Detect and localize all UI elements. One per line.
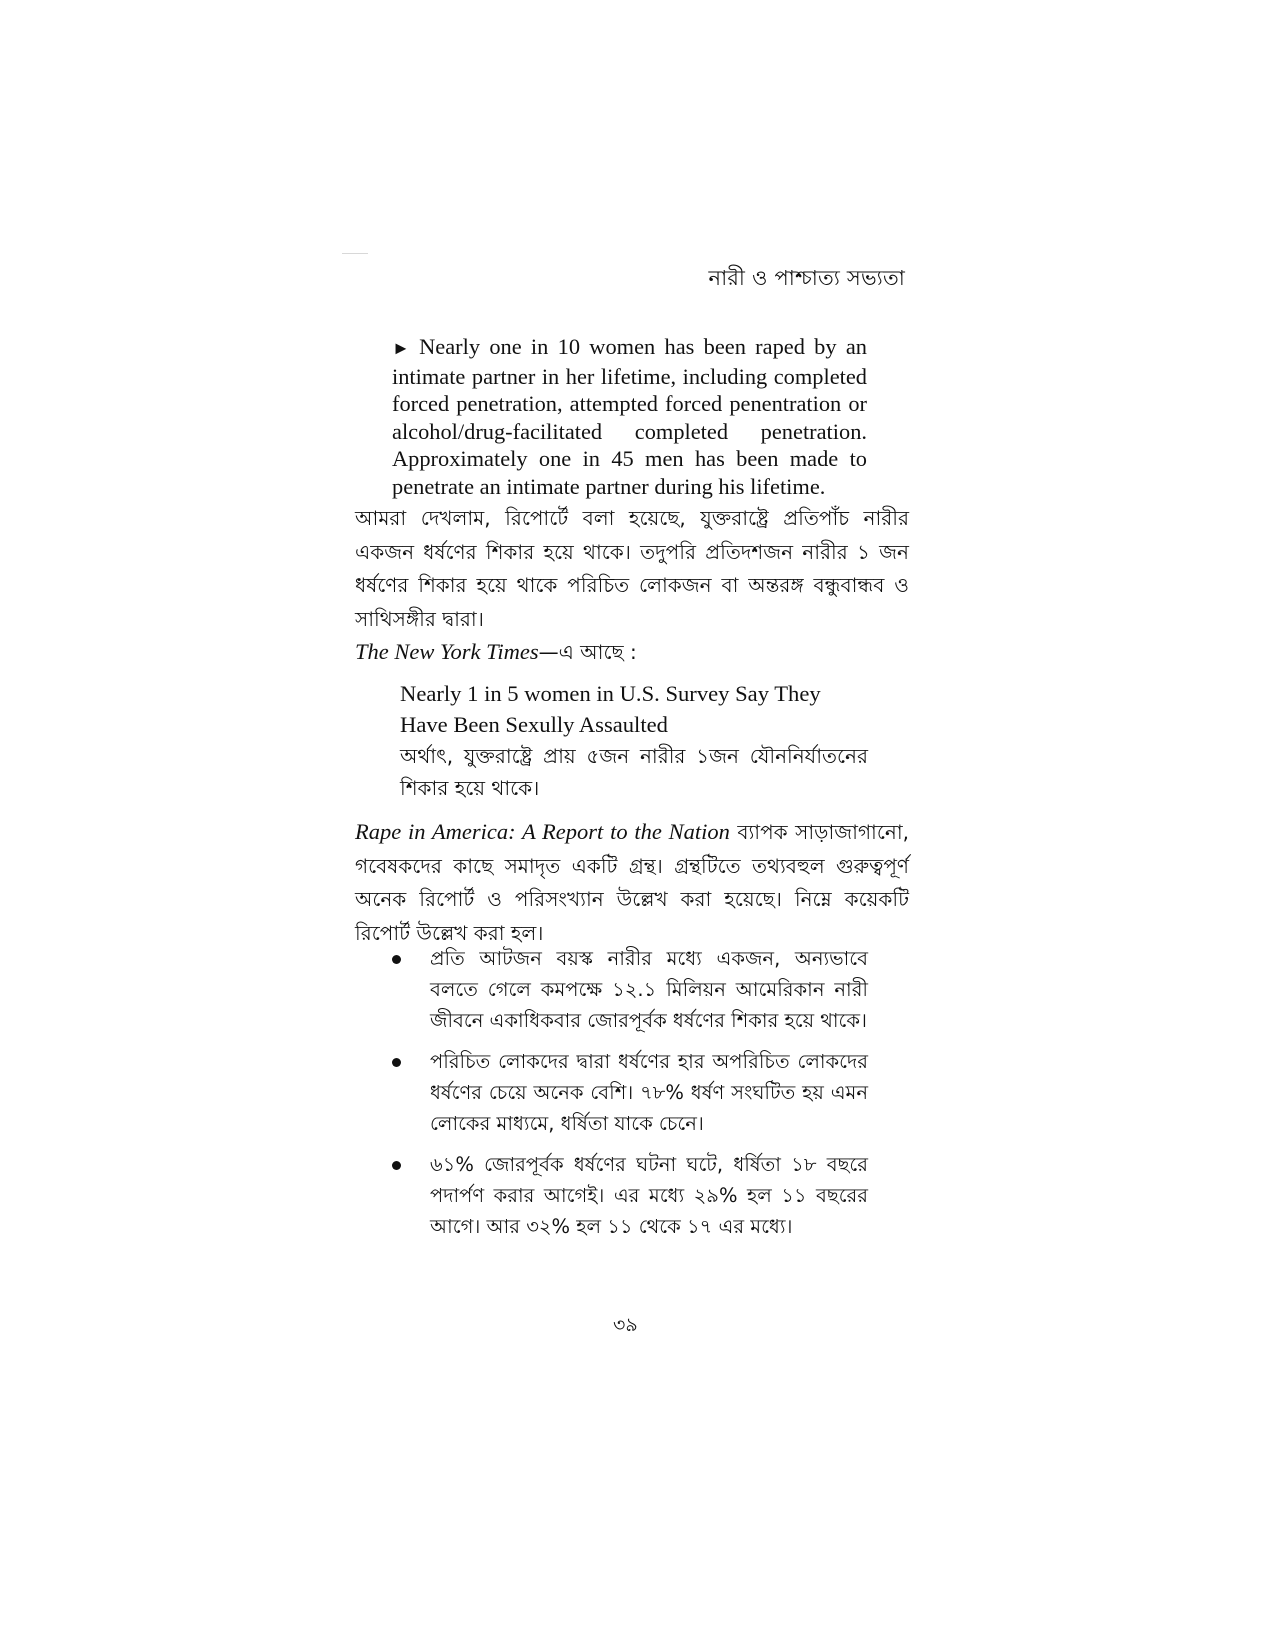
book-title: Rape in America: A Report to the Nation [355, 819, 730, 844]
list-item [390, 1046, 868, 1139]
scan-artifact [342, 253, 368, 254]
paragraph-report-summary: আমরা দেখলাম, রিপোর্টে বলা হয়েছে, যুক্তরাষ্ট্রে প্রতিপাঁচ নারীর একজন ধর্ষণের শিকার হয়ে থাকে। তদুপরি প্রতিদশজন নারীর ১ জন ধর্ষণের শিকার হয়ে থাকে পরিচিত লোকজন বা অন্তরঙ্গ বন্ধুবান্ধব ও সাথিসঙ্গীর দ্বারা। [355, 506, 909, 631]
bullet-dot-icon [392, 1161, 401, 1170]
source-title: The New York Times [355, 639, 539, 664]
page-number: ৩৯ [613, 1314, 638, 1336]
source-line [355, 638, 637, 671]
list-item-text: পরিচিত লোকদের দ্বারা ধর্ষণের হার অপরিচিত লোকদের ধর্ষণের চেয়ে অনেক বেশি। ৭৮% ধর্ষণ সংঘটিত হয় এমন লোকের মাধ্যমে, ধর্ষিতা যাকে চেনে। [430, 1050, 868, 1135]
list-item [390, 1149, 868, 1242]
nyt-headline-quote: Nearly 1 in 5 women in U.S. Survey Say They Have Been Sexully Assaulted [400, 681, 821, 737]
english-quote-block [392, 333, 867, 500]
running-header: নারী ও পাশ্চাত্য সভ্যতা [708, 266, 905, 290]
book-reference-text: ব্যাপক সাড়াজাগানো, গবেষকদের কাছে সমাদৃত একটি গ্রন্থ। গ্রন্থটিতে তথ্যবহুল গুরুত্বপূর্ণ অনেক রিপোর্ট ও পরিসংখ্যান উল্লেখ করা হয়েছে। নিম্নে কয়েকটি রিপোর্ট উল্লেখ করা হল। [355, 820, 909, 945]
list-item-text: প্রতি আটজন বয়স্ক নারীর মধ্যে একজন, অন্যভাবে বলতে গেলে কমপক্ষে ১২.১ মিলিয়ন আমেরিকান নারী জীবনে একাধিকবার জোরপূর্বক ধর্ষণের শিকার হয়ে থাকে। [430, 947, 868, 1032]
nyt-translation: অর্থাৎ, যুক্তরাষ্ট্রে প্রায় ৫জন নারীর ১জন যৌননির্যাতনের শিকার হয়ে থাকে। [400, 744, 868, 800]
bullet-dot-icon [392, 1058, 401, 1067]
list-item-text: ৬১% জোরপূর্বক ধর্ষণের ঘটনা ঘটে, ধর্ষিতা ১৮ বছরে পদার্পণ করার আগেই। এর মধ্যে ২৯% হল ১১ বছরের আগে। আর ৩২% হল ১১ থেকে ১৭ এর মধ্যে। [430, 1153, 868, 1238]
statistics-list [390, 943, 868, 1252]
source-suffix: —এ আছে : [538, 640, 637, 664]
paragraph-book-reference [355, 815, 909, 950]
bullet-dot-icon [392, 955, 401, 964]
english-quote-text: Nearly one in 10 women has been raped by an intimate partner in her lifetime, including completed forced penetration, attempted forced penentration or alcohol/drug-facilitated completed penetration. Approximately one in 45 men has been made to penetrate an intimate partner during his lifetime. [392, 334, 867, 499]
list-item [390, 943, 868, 1036]
triangle-bullet-icon: ► [392, 338, 410, 358]
